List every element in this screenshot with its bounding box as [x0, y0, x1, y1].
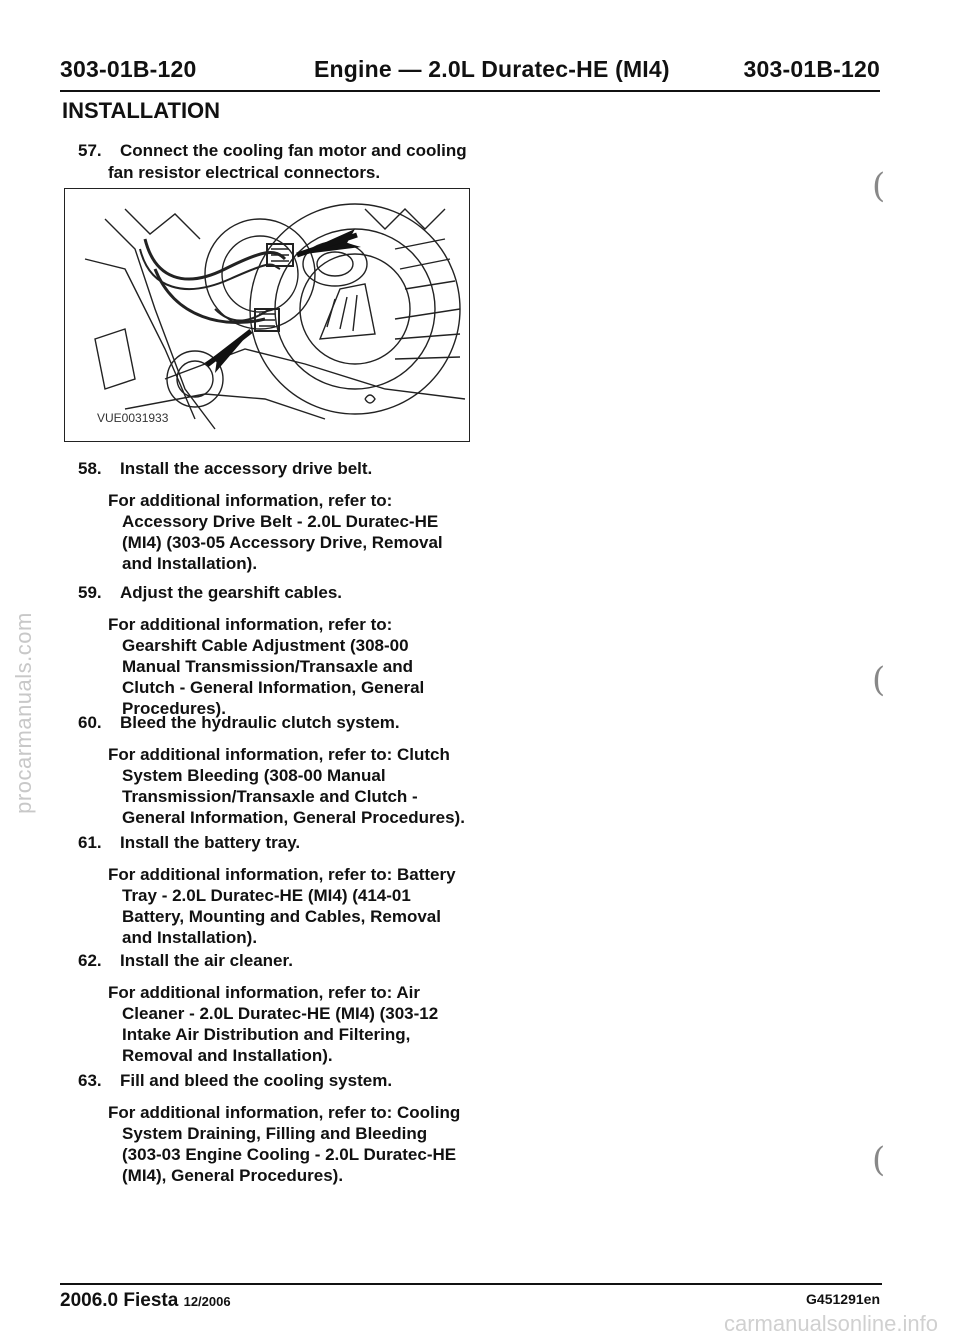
- reference-link: Cleaner - 2.0L Duratec-HE (MI4) (303-12: [122, 1004, 439, 1023]
- footer-model: [60, 1290, 231, 1312]
- reference-link: Accessory Drive Belt - 2.0L Duratec-HE: [122, 512, 439, 531]
- reference-lead: For additional information, refer to:: [108, 491, 393, 510]
- model-name: 2006.0 Fiesta: [60, 1290, 179, 1311]
- step-61-reference: [108, 864, 478, 948]
- page-header: [60, 56, 880, 92]
- step-58: [78, 458, 372, 480]
- step-number: 57.: [78, 141, 102, 160]
- reference-lead: For additional information, refer to:: [108, 615, 393, 634]
- footer-rule: [60, 1283, 882, 1285]
- step-60-reference: [108, 744, 478, 828]
- reference-link: System Bleeding (308-00 Manual: [122, 766, 386, 785]
- step-text: Adjust the gearshift cables.: [120, 583, 342, 602]
- reference-lead: For additional information, refer to: Clutch: [108, 745, 450, 764]
- section-number-right: 303-01B-120: [743, 56, 880, 82]
- figure-code: VUE0031933: [97, 411, 169, 425]
- step-57: [78, 140, 478, 184]
- step-number: 63.: [78, 1071, 102, 1090]
- step-number: 62.: [78, 951, 102, 970]
- reference-link: Procedures).: [122, 699, 226, 718]
- reference-link: System Draining, Filling and Bleeding: [122, 1124, 428, 1143]
- reference-lead: For additional information, refer to: Cooling: [108, 1103, 461, 1122]
- step-text: Install the air cleaner.: [120, 951, 293, 970]
- engine-bay-drawing: [65, 189, 469, 441]
- scan-mark: (: [872, 166, 886, 206]
- step-number: 58.: [78, 459, 102, 478]
- step-text: Bleed the hydraulic clutch system.: [120, 713, 400, 732]
- side-watermark: procarmanuals.com: [11, 612, 36, 814]
- page-title: Engine — 2.0L Duratec-HE (MI4): [314, 56, 670, 82]
- step-62-reference: [108, 982, 478, 1066]
- reference-link: Battery, Mounting and Cables, Removal: [122, 907, 441, 926]
- section-title: INSTALLATION: [62, 98, 221, 123]
- step-number: 60.: [78, 713, 102, 732]
- section-number-left: 303-01B-120: [60, 56, 197, 82]
- reference-link: (MI4) (303-05 Accessory Drive, Removal: [122, 533, 443, 552]
- reference-link: and Installation).: [122, 928, 258, 947]
- bottom-watermark: carmanualsonline.info: [723, 1311, 938, 1336]
- reference-link: Gearshift Cable Adjustment (308-00: [122, 636, 409, 655]
- reference-link: Tray - 2.0L Duratec-HE (MI4) (414-01: [122, 886, 411, 905]
- reference-link: (303-03 Engine Cooling - 2.0L Duratec-HE: [122, 1145, 457, 1164]
- reference-link: Intake Air Distribution and Filtering,: [122, 1025, 411, 1044]
- step-62: [78, 950, 293, 972]
- step-59-reference: [108, 614, 478, 719]
- reference-link: Transmission/Transaxle and Clutch -: [122, 787, 418, 806]
- reference-lead: For additional information, refer to: Battery: [108, 865, 456, 884]
- scan-mark: (: [872, 660, 886, 700]
- reference-link: Removal and Installation).: [122, 1046, 333, 1065]
- reference-link: and Installation).: [122, 554, 258, 573]
- step-60: [78, 712, 400, 734]
- step-58-reference: [108, 490, 478, 574]
- reference-link: General Information, General Procedures).: [122, 808, 465, 827]
- step-63-reference: [108, 1102, 478, 1186]
- step-59: [78, 582, 342, 604]
- step-number: 61.: [78, 833, 102, 852]
- footer-date: 12/2006: [183, 1294, 231, 1309]
- step-text: Fill and bleed the cooling system.: [120, 1071, 393, 1090]
- step-text: Install the battery tray.: [120, 833, 301, 852]
- reference-link: Clutch - General Information, General: [122, 678, 425, 697]
- reference-lead: For additional information, refer to: Air: [108, 983, 420, 1002]
- illustration-cooling-fan-connectors: [64, 188, 470, 442]
- step-number: 59.: [78, 583, 102, 602]
- reference-link: Manual Transmission/Transaxle and: [122, 657, 413, 676]
- step-text-cont: fan resistor electrical connectors.: [108, 163, 381, 182]
- scan-mark: (: [872, 1140, 886, 1180]
- step-text: Install the accessory drive belt.: [120, 459, 373, 478]
- step-63: [78, 1070, 392, 1092]
- step-text: Connect the cooling fan motor and cooling: [120, 141, 467, 160]
- step-61: [78, 832, 300, 854]
- footer-code: G451291en: [806, 1291, 880, 1307]
- reference-link: (MI4), General Procedures).: [122, 1166, 344, 1185]
